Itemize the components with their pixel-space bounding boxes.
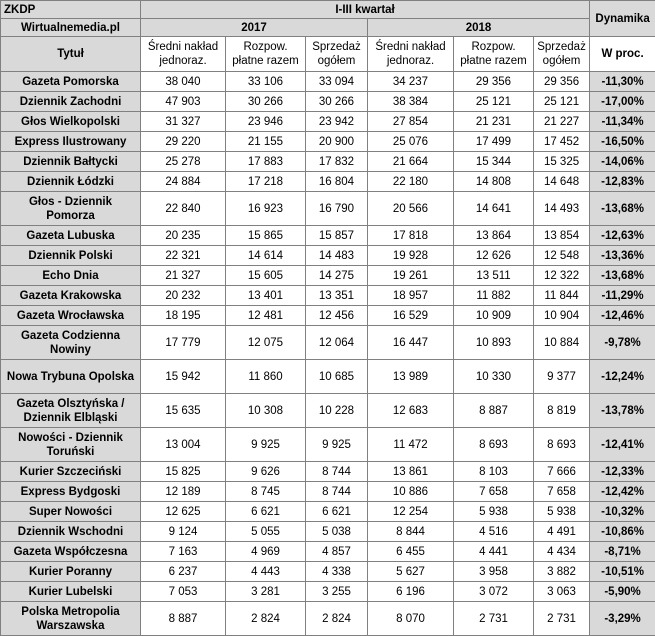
avg-2017-cell: 15 942 — [141, 360, 226, 394]
sales-2018-header: Sprzedaż ogółem — [534, 37, 590, 72]
sales-2018-cell: 5 938 — [534, 502, 590, 522]
avg-2017-cell: 13 004 — [141, 428, 226, 462]
title-cell: Express Bydgoski — [1, 482, 141, 502]
sales-2018-cell: 4 491 — [534, 522, 590, 542]
table-row — [1, 502, 655, 522]
sales-2017-cell: 16 804 — [306, 172, 368, 192]
paid-2018-cell: 3 072 — [454, 582, 534, 602]
avg-2018-cell: 19 261 — [368, 266, 454, 286]
avg-2018-cell: 17 818 — [368, 226, 454, 246]
title-cell: Gazeta Współczesna — [1, 542, 141, 562]
paid-2018-cell: 4 441 — [454, 542, 534, 562]
dynamics-cell: -11,30% — [590, 72, 655, 92]
source-cell: ZKDP — [1, 1, 141, 19]
avg-2017-cell: 12 189 — [141, 482, 226, 502]
sales-2018-cell: 12 548 — [534, 246, 590, 266]
paid-2018-cell: 2 731 — [454, 602, 534, 636]
paid-2018-cell: 25 121 — [454, 92, 534, 112]
sales-2017-cell: 3 255 — [306, 582, 368, 602]
avg-2017-cell: 17 779 — [141, 326, 226, 360]
paid-2017-cell: 4 443 — [226, 562, 306, 582]
dynamics-cell: -12,46% — [590, 306, 655, 326]
paid-2017-cell: 21 155 — [226, 132, 306, 152]
sales-2017-cell: 5 038 — [306, 522, 368, 542]
sales-2017-cell: 10 228 — [306, 394, 368, 428]
table-row — [1, 482, 655, 502]
sales-2018-cell: 13 854 — [534, 226, 590, 246]
sales-2017-cell: 8 744 — [306, 462, 368, 482]
table-row — [1, 246, 655, 266]
paid-2017-cell: 9 626 — [226, 462, 306, 482]
dynamics-cell: -13,78% — [590, 394, 655, 428]
sales-2018-cell: 14 493 — [534, 192, 590, 226]
dynamics-cell: -14,06% — [590, 152, 655, 172]
dynamics-cell: -12,33% — [590, 462, 655, 482]
dynamics-cell: -11,34% — [590, 112, 655, 132]
sales-2018-cell: 29 356 — [534, 72, 590, 92]
paid-2017-cell: 16 923 — [226, 192, 306, 226]
paid-2018-cell: 29 356 — [454, 72, 534, 92]
avg-2017-cell: 18 195 — [141, 306, 226, 326]
sales-2017-cell: 23 942 — [306, 112, 368, 132]
title-cell: Kurier Lubelski — [1, 582, 141, 602]
sales-2017-cell: 12 456 — [306, 306, 368, 326]
table-row — [1, 522, 655, 542]
paid-2018-cell: 8 103 — [454, 462, 534, 482]
sales-2018-cell: 3 882 — [534, 562, 590, 582]
paid-2017-cell: 8 745 — [226, 482, 306, 502]
paid-2017-cell: 12 481 — [226, 306, 306, 326]
paid-2018-cell: 13 511 — [454, 266, 534, 286]
title-cell: Dziennik Zachodni — [1, 92, 141, 112]
sales-2017-cell: 17 832 — [306, 152, 368, 172]
avg-2018-cell: 19 928 — [368, 246, 454, 266]
table-row — [1, 582, 655, 602]
avg-2018-cell: 5 627 — [368, 562, 454, 582]
sales-2017-cell: 4 338 — [306, 562, 368, 582]
title-cell: Express Ilustrowany — [1, 132, 141, 152]
paid-2017-header: Rozpow. płatne razem — [226, 37, 306, 72]
sales-2017-cell: 9 925 — [306, 428, 368, 462]
sales-2017-cell: 12 064 — [306, 326, 368, 360]
sales-2017-cell: 20 900 — [306, 132, 368, 152]
table-row — [1, 306, 655, 326]
dynamics-cell: -9,78% — [590, 326, 655, 360]
avg-2017-cell: 22 321 — [141, 246, 226, 266]
title-cell: Nowa Trybuna Opolska — [1, 360, 141, 394]
table-row — [1, 360, 655, 394]
sales-2017-cell: 2 824 — [306, 602, 368, 636]
paid-2017-cell: 13 401 — [226, 286, 306, 306]
avg-2017-cell: 22 840 — [141, 192, 226, 226]
sales-2018-cell: 12 322 — [534, 266, 590, 286]
dynamics-cell: -10,51% — [590, 562, 655, 582]
period-header: I-III kwartał — [141, 1, 590, 19]
dynamics-cell: -10,86% — [590, 522, 655, 542]
paid-2017-cell: 15 865 — [226, 226, 306, 246]
dynamics-cell: -12,24% — [590, 360, 655, 394]
paid-2017-cell: 14 614 — [226, 246, 306, 266]
avg-2018-cell: 12 254 — [368, 502, 454, 522]
paid-2017-cell: 10 308 — [226, 394, 306, 428]
dynamics-header: Dynamika — [590, 1, 655, 37]
avg-2018-cell: 21 664 — [368, 152, 454, 172]
title-cell: Dziennik Polski — [1, 246, 141, 266]
title-cell: Głos Wielkopolski — [1, 112, 141, 132]
paid-2018-cell: 21 231 — [454, 112, 534, 132]
dynamics-cell: -13,36% — [590, 246, 655, 266]
table-row — [1, 542, 655, 562]
paid-2018-cell: 12 626 — [454, 246, 534, 266]
sales-2018-cell: 15 325 — [534, 152, 590, 172]
table-row — [1, 394, 655, 428]
year-2017-header: 2017 — [141, 19, 368, 37]
avg-2017-cell: 15 635 — [141, 394, 226, 428]
avg-2017-cell: 20 235 — [141, 226, 226, 246]
paid-2018-cell: 5 938 — [454, 502, 534, 522]
sales-2017-cell: 15 857 — [306, 226, 368, 246]
title-cell: Kurier Poranny — [1, 562, 141, 582]
dynamics-cell: -11,29% — [590, 286, 655, 306]
sales-2018-cell: 7 658 — [534, 482, 590, 502]
avg-2017-cell: 12 625 — [141, 502, 226, 522]
paid-2018-cell: 8 693 — [454, 428, 534, 462]
avg-2017-cell: 25 278 — [141, 152, 226, 172]
sales-2018-cell: 8 819 — [534, 394, 590, 428]
paid-2018-cell: 11 882 — [454, 286, 534, 306]
paid-2017-cell: 33 106 — [226, 72, 306, 92]
dynamics-cell: -12,42% — [590, 482, 655, 502]
dynamics-cell: -12,63% — [590, 226, 655, 246]
paid-2017-cell: 15 605 — [226, 266, 306, 286]
sales-2017-cell: 16 790 — [306, 192, 368, 226]
paid-2018-cell: 8 887 — [454, 394, 534, 428]
paid-2018-cell: 14 641 — [454, 192, 534, 226]
table-row — [1, 152, 655, 172]
paid-2017-cell: 3 281 — [226, 582, 306, 602]
avg-2018-cell: 16 529 — [368, 306, 454, 326]
table-row — [1, 226, 655, 246]
year-2018-header: 2018 — [368, 19, 590, 37]
avg-2017-cell: 8 887 — [141, 602, 226, 636]
avg-2018-cell: 8 070 — [368, 602, 454, 636]
table-row — [1, 462, 655, 482]
sales-2018-cell: 9 377 — [534, 360, 590, 394]
table-row — [1, 428, 655, 462]
sales-2018-cell: 21 227 — [534, 112, 590, 132]
avg-2017-cell: 20 232 — [141, 286, 226, 306]
avg-2017-cell: 24 884 — [141, 172, 226, 192]
paid-2017-cell: 11 860 — [226, 360, 306, 394]
title-cell: Echo Dnia — [1, 266, 141, 286]
paid-2017-cell: 23 946 — [226, 112, 306, 132]
dynamics-cell: -17,00% — [590, 92, 655, 112]
title-cell: Gazeta Pomorska — [1, 72, 141, 92]
title-cell: Dziennik Bałtycki — [1, 152, 141, 172]
sales-2017-cell: 10 685 — [306, 360, 368, 394]
sales-2017-cell: 6 621 — [306, 502, 368, 522]
avg-2017-cell: 7 053 — [141, 582, 226, 602]
sales-2017-cell: 14 275 — [306, 266, 368, 286]
site-cell: Wirtualnemedia.pl — [1, 19, 141, 37]
sales-2018-cell: 10 904 — [534, 306, 590, 326]
table-row — [1, 172, 655, 192]
avg-2017-header: Średni nakład jednoraz. — [141, 37, 226, 72]
table-row — [1, 192, 655, 226]
dynamics-cell: -13,68% — [590, 266, 655, 286]
sales-2017-cell: 14 483 — [306, 246, 368, 266]
avg-2018-cell: 6 455 — [368, 542, 454, 562]
title-cell: Gazeta Krakowska — [1, 286, 141, 306]
avg-2018-cell: 13 861 — [368, 462, 454, 482]
sales-2018-cell: 10 884 — [534, 326, 590, 360]
sales-2017-cell: 33 094 — [306, 72, 368, 92]
title-cell: Gazeta Olsztyńska / Dziennik Elbląski — [1, 394, 141, 428]
avg-2018-cell: 20 566 — [368, 192, 454, 226]
title-cell: Polska Metropolia Warszawska — [1, 602, 141, 636]
avg-2018-cell: 27 854 — [368, 112, 454, 132]
avg-2018-cell: 34 237 — [368, 72, 454, 92]
avg-2017-cell: 31 327 — [141, 112, 226, 132]
dynamics-cell: -12,41% — [590, 428, 655, 462]
sales-2018-cell: 25 121 — [534, 92, 590, 112]
table-row — [1, 266, 655, 286]
avg-2017-cell: 47 903 — [141, 92, 226, 112]
avg-2018-cell: 25 076 — [368, 132, 454, 152]
paid-2018-header: Rozpow. płatne razem — [454, 37, 534, 72]
title-cell: Nowości - Dziennik Toruński — [1, 428, 141, 462]
avg-2018-cell: 16 447 — [368, 326, 454, 360]
paid-2017-cell: 12 075 — [226, 326, 306, 360]
paid-2018-cell: 7 658 — [454, 482, 534, 502]
sales-2018-cell: 4 434 — [534, 542, 590, 562]
sales-2017-header: Sprzedaż ogółem — [306, 37, 368, 72]
avg-2017-cell: 29 220 — [141, 132, 226, 152]
title-cell: Dziennik Łódzki — [1, 172, 141, 192]
dynamics-cell: -13,68% — [590, 192, 655, 226]
dynamics-cell: -10,32% — [590, 502, 655, 522]
paid-2018-cell: 10 893 — [454, 326, 534, 360]
avg-2017-cell: 38 040 — [141, 72, 226, 92]
dynamics-cell: -3,29% — [590, 602, 655, 636]
paid-2018-cell: 10 909 — [454, 306, 534, 326]
paid-2018-cell: 17 499 — [454, 132, 534, 152]
table-row — [1, 132, 655, 152]
avg-2018-cell: 11 472 — [368, 428, 454, 462]
avg-2018-cell: 10 886 — [368, 482, 454, 502]
paid-2018-cell: 3 958 — [454, 562, 534, 582]
avg-2018-cell: 13 989 — [368, 360, 454, 394]
sales-2018-cell: 11 844 — [534, 286, 590, 306]
sales-2018-cell: 14 648 — [534, 172, 590, 192]
table-row — [1, 286, 655, 306]
sales-2018-cell: 8 693 — [534, 428, 590, 462]
paid-2018-cell: 10 330 — [454, 360, 534, 394]
title-cell: Dziennik Wschodni — [1, 522, 141, 542]
table-body — [1, 72, 655, 636]
paid-2017-cell: 17 883 — [226, 152, 306, 172]
avg-2017-cell: 9 124 — [141, 522, 226, 542]
dynamics-cell: -12,83% — [590, 172, 655, 192]
paid-2017-cell: 9 925 — [226, 428, 306, 462]
sales-2017-cell: 13 351 — [306, 286, 368, 306]
table-row — [1, 92, 655, 112]
paid-2017-cell: 6 621 — [226, 502, 306, 522]
sales-2018-cell: 7 666 — [534, 462, 590, 482]
table-row — [1, 112, 655, 132]
dynamics-cell: -5,90% — [590, 582, 655, 602]
paid-2018-cell: 14 808 — [454, 172, 534, 192]
avg-2018-cell: 12 683 — [368, 394, 454, 428]
title-cell: Gazeta Codzienna Nowiny — [1, 326, 141, 360]
avg-2017-cell: 15 825 — [141, 462, 226, 482]
table-row — [1, 326, 655, 360]
pct-column-header: W proc. — [590, 37, 655, 72]
title-cell: Gazeta Lubuska — [1, 226, 141, 246]
sales-2018-cell: 17 452 — [534, 132, 590, 152]
table-row — [1, 602, 655, 636]
avg-2017-cell: 6 237 — [141, 562, 226, 582]
avg-2018-cell: 6 196 — [368, 582, 454, 602]
paid-2018-cell: 4 516 — [454, 522, 534, 542]
avg-2018-cell: 18 957 — [368, 286, 454, 306]
sales-2018-cell: 2 731 — [534, 602, 590, 636]
paid-2017-cell: 4 969 — [226, 542, 306, 562]
avg-2017-cell: 21 327 — [141, 266, 226, 286]
sales-2017-cell: 4 857 — [306, 542, 368, 562]
avg-2018-cell: 38 384 — [368, 92, 454, 112]
table-row — [1, 562, 655, 582]
paid-2017-cell: 2 824 — [226, 602, 306, 636]
paid-2018-cell: 13 864 — [454, 226, 534, 246]
sales-2018-cell: 3 063 — [534, 582, 590, 602]
dynamics-cell: -16,50% — [590, 132, 655, 152]
paid-2017-cell: 30 266 — [226, 92, 306, 112]
sales-2017-cell: 8 744 — [306, 482, 368, 502]
title-cell: Gazeta Wrocławska — [1, 306, 141, 326]
table-row — [1, 72, 655, 92]
paid-2018-cell: 15 344 — [454, 152, 534, 172]
avg-2018-cell: 22 180 — [368, 172, 454, 192]
sales-2017-cell: 30 266 — [306, 92, 368, 112]
paid-2017-cell: 5 055 — [226, 522, 306, 542]
avg-2018-cell: 8 844 — [368, 522, 454, 542]
title-column-header: Tytuł — [1, 37, 141, 72]
paid-2017-cell: 17 218 — [226, 172, 306, 192]
title-cell: Głos - Dziennik Pomorza — [1, 192, 141, 226]
title-cell: Kurier Szczeciński — [1, 462, 141, 482]
dynamics-cell: -8,71% — [590, 542, 655, 562]
title-cell: Super Nowości — [1, 502, 141, 522]
avg-2018-header: Średni nakład jednoraz. — [368, 37, 454, 72]
avg-2017-cell: 7 163 — [141, 542, 226, 562]
